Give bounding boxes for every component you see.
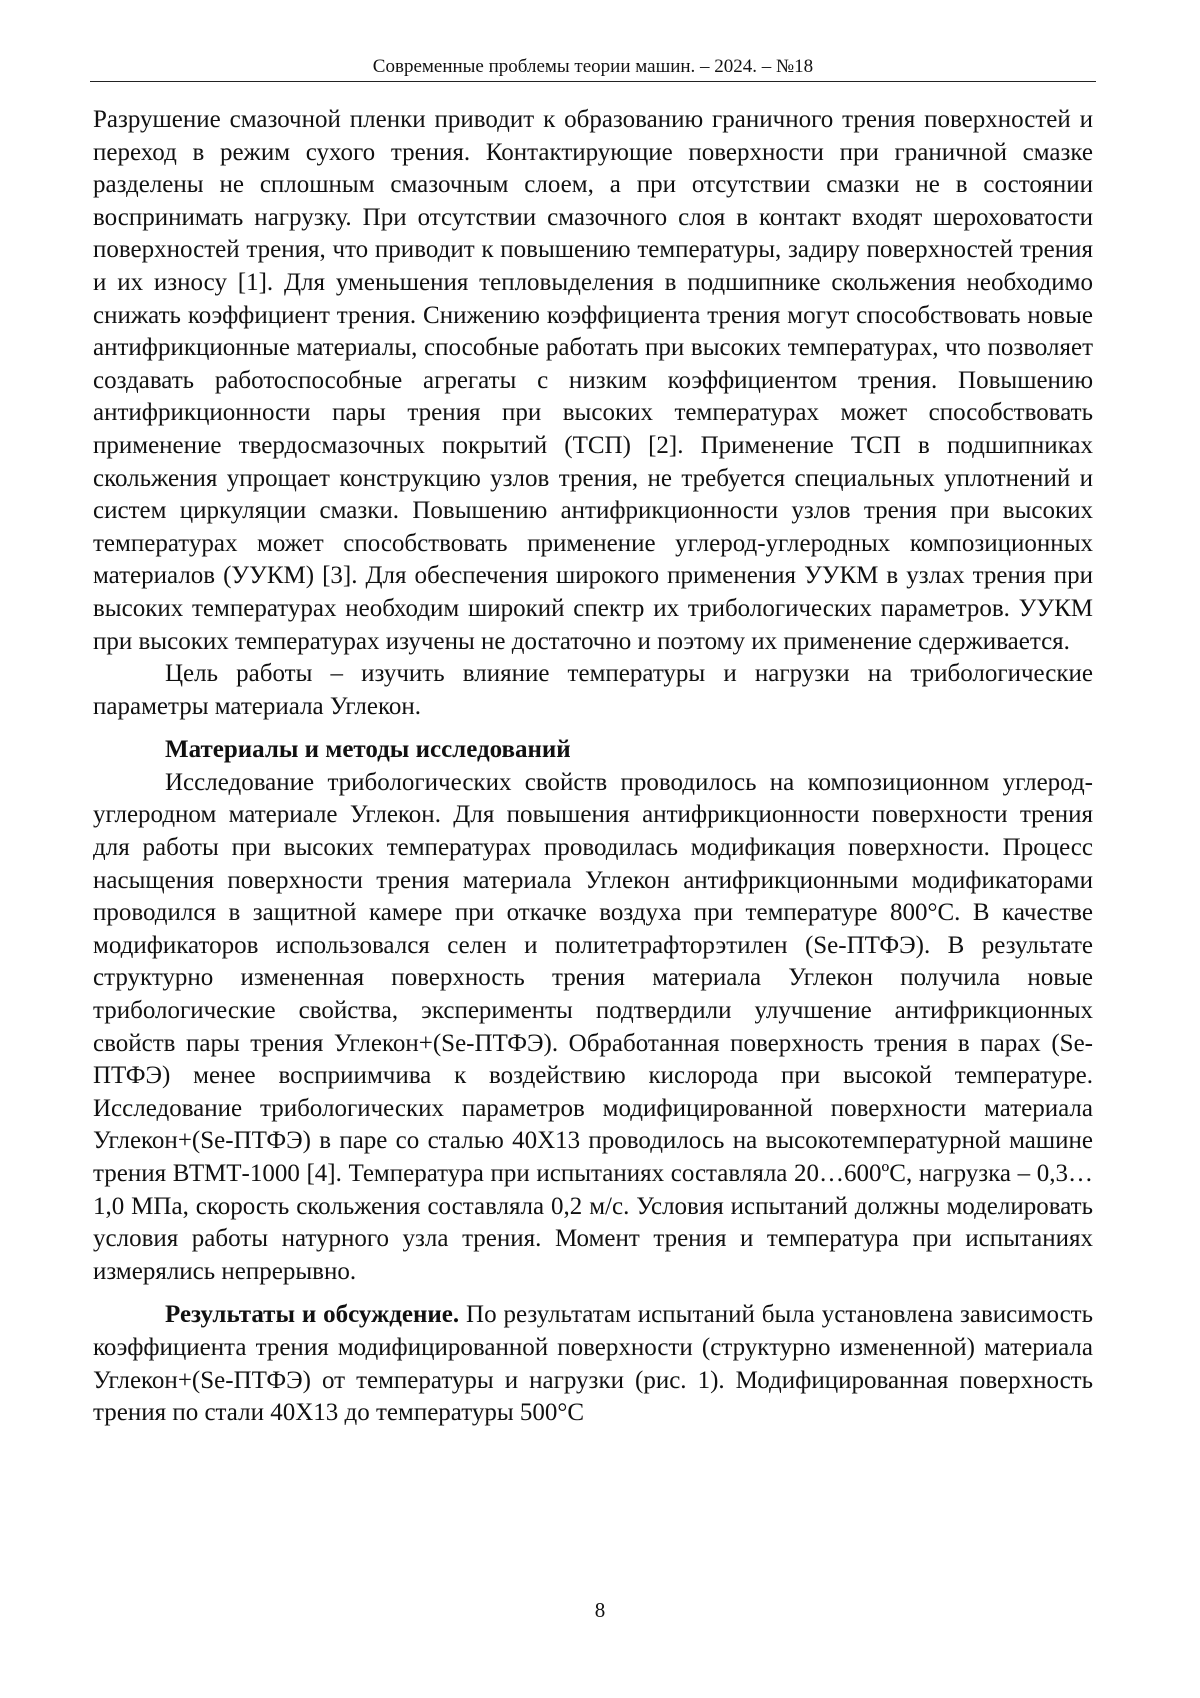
article-body: [93, 104, 1093, 1430]
paragraph-goal: Цель работы – изучить влияние температуры и нагрузки на трибологические параметры материала Углекон.: [93, 658, 1093, 723]
paragraph-results: [93, 1299, 1093, 1429]
section-spacer: [93, 1288, 1093, 1299]
page-number: 8: [0, 1598, 1200, 1623]
results-heading: Результаты и обсуждение.: [165, 1301, 459, 1328]
journal-title: Современные проблемы теории машин. – 2024. – №18: [373, 56, 813, 77]
paragraph-materials: Исследование трибологических свойств проводилось на композиционном углерод-углеродном материале Углекон. Для повышения антифрикционности поверхности трения для работы при высоких температурах проводилась модификация поверхности. Процесс насыщения поверхности трения материала Углекон антифрикционными модификаторами проводился в защитной камере при откачке воздуха при температуре 800°С. В качестве модификаторов использовался селен и политетрафторэтилен (Se-ПТФЭ). В результате структурно измененная поверхность трения материала Углекон получила новые трибологические свойства, эксперименты подтвердили улучшение антифрикционных свойств пары трения Углекон+(Se-ПТФЭ). Обработанная поверхность трения в парах (Se-ПТФЭ) менее восприимчива к воздействию кислорода при высокой температуре. Исследование трибологических параметров модифицированной поверхности материала Углекон+(Se-ПТФЭ) в паре со сталью 40Х13 проводилось на высокотемпературной машине трения ВТМТ-1000 [4]. Температура при испытаниях составляла 20…600ºС, нагрузка – 0,3…1,0 МПа, скорость скольжения составляла 0,2 м/с. Условия испытаний должны моделировать условия работы натурного узла трения. Момент трения и температура при испытаниях измерялись непрерывно.: [93, 767, 1093, 1289]
paragraph-intro: Разрушение смазочной пленки приводит к образованию граничного трения поверхностей и переход в режим сухого трения. Контактирующие поверхности при граничной смазке разделены не сплошным смазочным слоем, а при отсутствии смазки не в состоянии воспринимать нагрузку. При отсутствии смазочного слоя в контакт входят шероховатости поверхностей трения, что приводит к повышению температуры, задиру поверхностей трения и их износу [1]. Для уменьшения тепловыделения в подшипнике скольжения необходимо снижать коэффициент трения. Снижению коэффициента трения могут способствовать новые антифрикционные материалы, способные работать при высоких температурах, что позволяет создавать работоспособные агрегаты с низким коэффициентом трения. Повышению антифрикционности пары трения при высоких температурах может способствовать применение твердосмазочных покрытий (ТСП) [2]. Применение ТСП в подшипниках скольжения упрощает конструкцию узлов трения, не требуется специальных уплотнений и систем циркуляции смазки. Повышению антифрикционности узлов трения при высоких температурах может способствовать применение углерод-углеродных композиционных материалов (УУКМ) [3]. Для обеспечения широкого применения УУКМ в узлах трения при высоких температурах необходим широкий спектр их трибологических параметров. УУКМ при высоких температурах изучены не достаточно и поэтому их применение сдерживается.: [93, 104, 1093, 658]
section-heading-materials: Материалы и методы исследований: [93, 734, 1093, 767]
section-spacer: [93, 723, 1093, 734]
running-header: [90, 56, 1096, 82]
results-text: По результатам испытаний была установлена зависимость коэффициента трения модифицированной поверхности (структурно измененной) материала Углекон+(Se-ПТФЭ) от температуры и нагрузки (рис. 1). Модифицированная поверхность трения по стали 40Х13 до температуры 500°С: [93, 1301, 1093, 1426]
